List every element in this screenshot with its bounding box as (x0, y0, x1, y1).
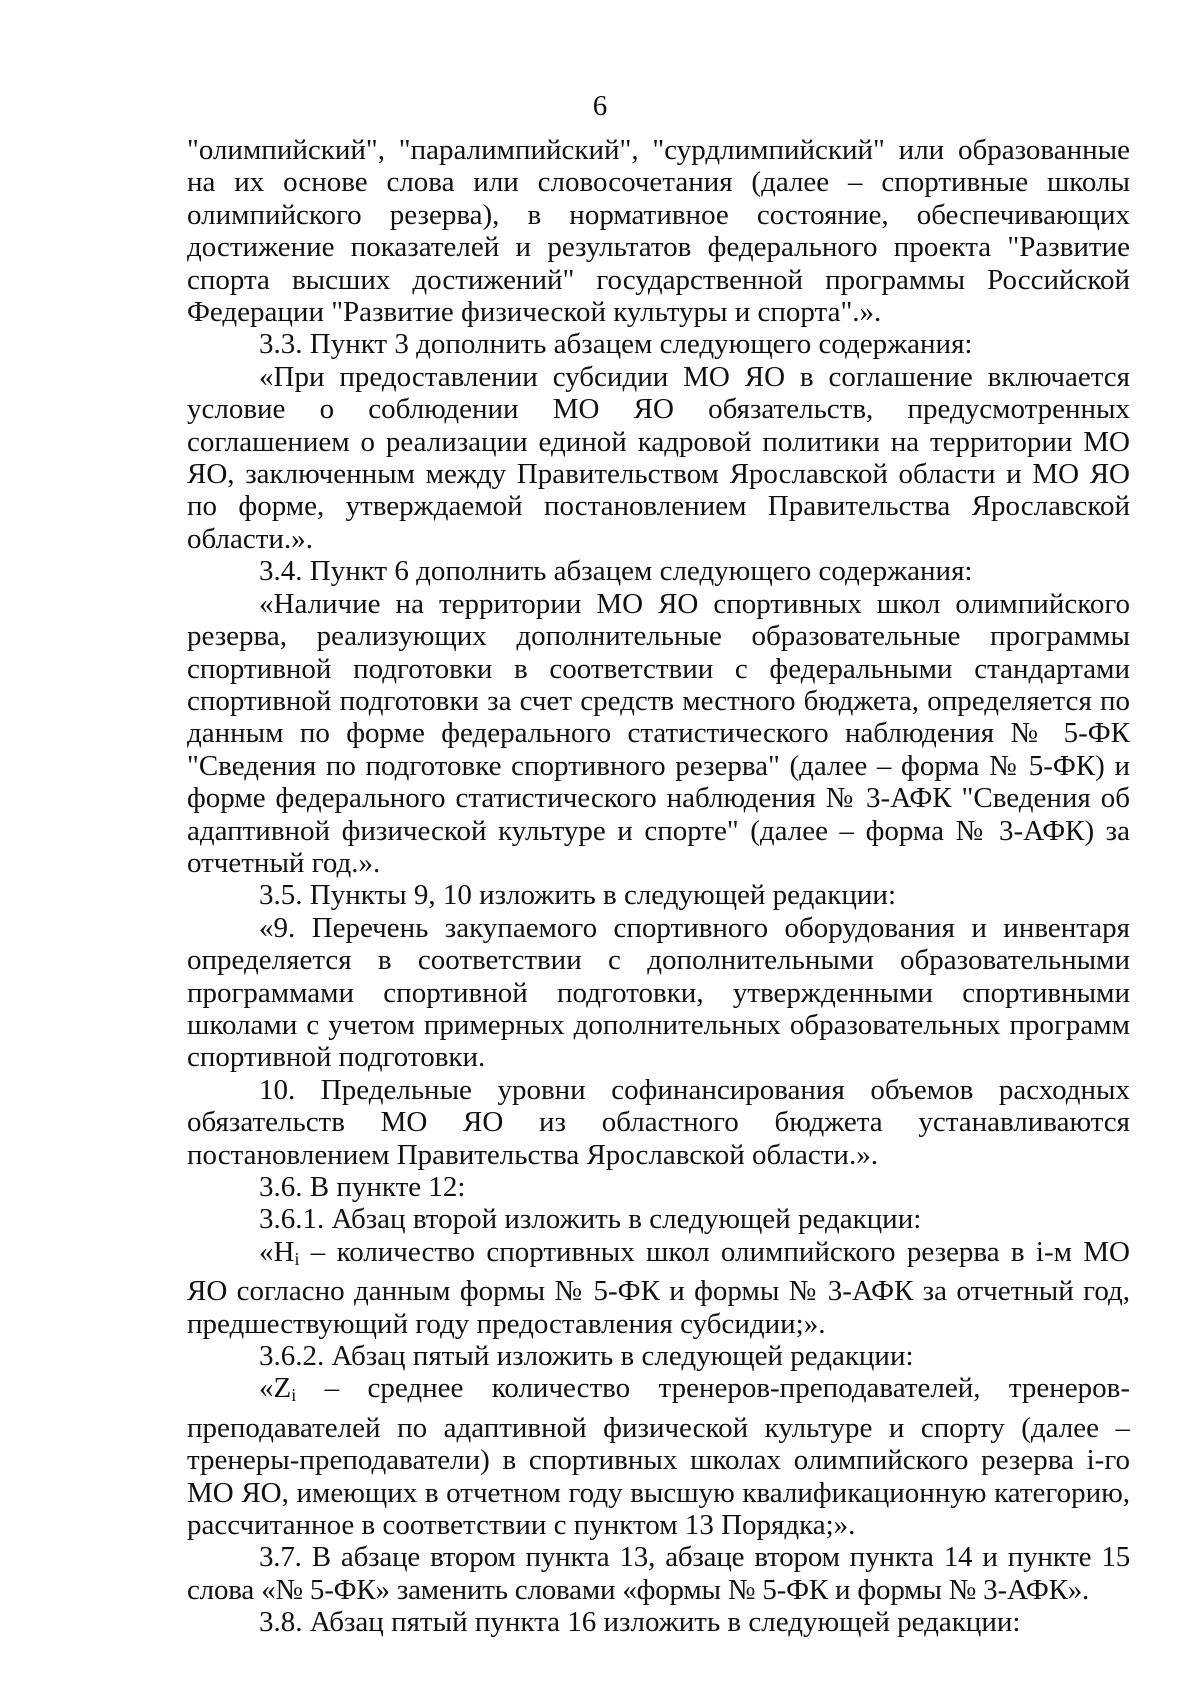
formula-z-text: – среднее количество тренеров-преподавателей, тренеров-преподавателей по адаптивной физической культуре и спорту (далее – тренеры-преподаватели) в спортивных школах олимпийского резерва i-го МО ЯО, имеющих в отчетном году высшую квалификационную категорию, рассчитанное в соответствии с пунктом 13 Порядка;». (187, 1372, 1130, 1542)
document-body (187, 134, 1130, 1639)
paragraph-3-6-2: 3.6.2. Абзац пятый изложить в следующей редакции: (259, 1340, 914, 1373)
formula-h-open: «H (259, 1235, 295, 1268)
formula-z-open: «Z (259, 1372, 292, 1405)
paragraph-3-7: 3.7. В абзаце втором пункта 13, абзаце втором пункта 14 и пункте 15 слова «№ 5-ФК» заменить словами «формы № 5-ФК и формы № 3-АФК». (187, 1541, 1130, 1606)
paragraph-formula-z (187, 1372, 1130, 1541)
paragraph-3-4-quote: «Наличие на территории МО ЯО спортивных школ олимпийского резерва, реализующих дополнительные образовательные программы спортивной подготовки в соответствии с федеральными стандартами спортивной подготовки за счет средств местного бюджета, определяется по данным по форме федерального статистического наблюдения № 5-ФК "Сведения по подготовке спортивного резерва" (далее – форма № 5-ФК) и форме федерального статистического наблюдения № 3-АФК "Сведения об адаптивной физической культуре и спорте" (далее – форма № 3-АФК) за отчетный год.». (187, 587, 1130, 879)
paragraph-3-3: 3.3. Пункт 3 дополнить абзацем следующего содержания: (259, 328, 973, 361)
paragraph-3-6: 3.6. В пункте 12: (259, 1171, 466, 1203)
paragraph-3-8: 3.8. Абзац пятый пункта 16 изложить в следующей редакции: (259, 1606, 1021, 1639)
formula-h-subscript: i (294, 1248, 300, 1269)
paragraph-3-4: 3.4. Пункт 6 дополнить абзацем следующего содержания: (259, 555, 973, 588)
paragraph-item-10: 10. Предельные уровни софинансирования объемов расходных обязательств МО ЯО из областного бюджета устанавливаются постановлением Правительства Ярославской области.». (187, 1073, 1130, 1171)
formula-h-text: – количество спортивных школ олимпийского резерва в i-м МО ЯО согласно данным формы № 5-ФК и формы № 3-АФК за отчетный год, предшествующий году предоставления субсидии;». (187, 1235, 1130, 1340)
paragraph-3-6-1: 3.6.1. Абзац второй изложить в следующей редакции: (259, 1203, 922, 1236)
formula-z-subscript: i (291, 1385, 297, 1406)
paragraph-continuation: "олимпийский", "паралимпийский", "сурдлимпийский" или образованные на их основе слова или словосочетания (далее – спортивные школы олимпийского резерва), в нормативное состояние, обеспечивающих достижение показателей и результатов федерального проекта "Развитие спорта высших достижений" государственной программы Российской Федерации "Развитие физической культуры и спорта".». (187, 134, 1130, 329)
paragraph-3-5: 3.5. Пункты 9, 10 изложить в следующей редакции: (259, 879, 896, 912)
paragraph-formula-h (187, 1236, 1130, 1340)
paragraph-item-9: «9. Перечень закупаемого спортивного оборудования и инвентаря определяется в соответствии с дополнительными образовательными программами спортивной подготовки, утвержденными спортивными школами с учетом примерных дополнительных образовательных программ спортивной подготовки. (187, 911, 1130, 1074)
paragraph-3-3-quote: «При предоставлении субсидии МО ЯО в соглашение включается условие о соблюдении МО ЯО обязательств, предусмотренных соглашением о реализации единой кадровой политики на территории МО ЯО, заключенным между Правительством Ярославской области и МО ЯО по форме, утверждаемой постановлением Правительства Ярославской области.». (187, 360, 1130, 555)
page-number: 6 (592, 90, 608, 122)
